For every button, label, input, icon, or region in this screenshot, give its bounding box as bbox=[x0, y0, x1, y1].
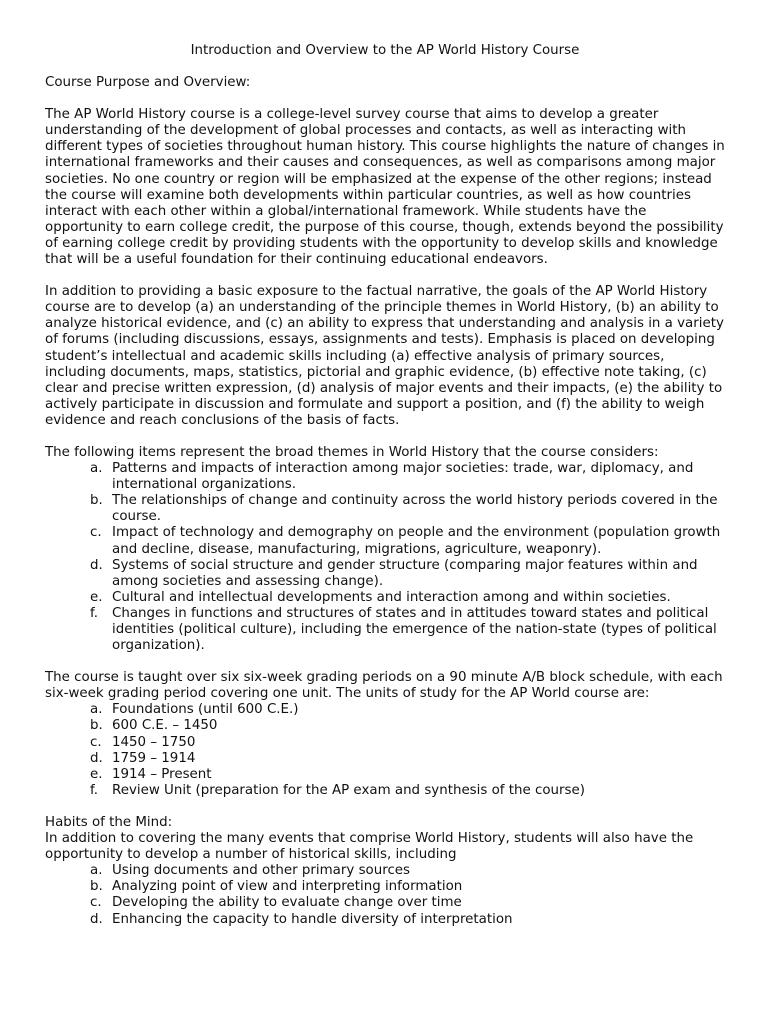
habits-intro: In addition to covering the many events that comprise World History, students will also have the opportunity to develop a number of historical skills, including bbox=[45, 831, 694, 863]
list-item bbox=[90, 879, 725, 895]
list-item-text: Analyzing point of view and interpreting information bbox=[112, 879, 463, 895]
list-item bbox=[90, 558, 725, 590]
list-marker: e. bbox=[90, 766, 103, 782]
list-item-text: Using documents and other primary sources bbox=[112, 863, 411, 879]
habits-list bbox=[45, 863, 725, 927]
list-item bbox=[90, 461, 725, 493]
list-marker: b. bbox=[90, 493, 103, 509]
list-item-text: 600 C.E. – 1450 bbox=[112, 718, 218, 734]
themes-list bbox=[45, 461, 725, 654]
document-title: Introduction and Overview to the AP World History Course bbox=[190, 43, 580, 58]
list-marker: d. bbox=[90, 750, 103, 766]
list-item bbox=[90, 606, 725, 654]
purpose-heading: Course Purpose and Overview: bbox=[45, 75, 251, 91]
units-list bbox=[45, 702, 725, 799]
list-item bbox=[90, 912, 725, 928]
list-item bbox=[90, 735, 725, 751]
list-item bbox=[90, 895, 725, 911]
list-marker: d. bbox=[90, 557, 103, 573]
list-item-text: Impact of technology and demography on people and the environment (population growth and decline, disease, manufacturing, migrations, agriculture, weaponry). bbox=[112, 525, 721, 557]
list-marker: b. bbox=[90, 718, 103, 734]
list-item bbox=[90, 767, 725, 783]
list-item-text: Changes in functions and structures of states and in attitudes toward states and political identities (political culture), including the emergence of the nation-state (types of political organization). bbox=[112, 605, 717, 654]
list-marker: d. bbox=[90, 911, 103, 927]
purpose-paragraph-1: The AP World History course is a college-level survey course that aims to develop a greater understanding of the development of global processes and contacts, as well as interacting with different types of societies throughout human history. This course highlights the nature of changes in international frameworks and their causes and consequences, as well as comparisons among major societies. No one country or region will be emphasized at the expense of the other regions; instead the course will examine both developments within particular countries, as well as how countries interact with each other within a global/international framework. While students have the opportunity to earn college credit, the purpose of this course, though, extends beyond the possibility of earning college credit by providing students with the opportunity to develop skills and knowledge that will be a useful foundation for their continuing educational endeavors. bbox=[45, 107, 725, 268]
units-intro: The course is taught over six six-week grading periods on a 90 minute A/B block schedule, with each six-week grading period covering one unit. The units of study for the AP World course are: bbox=[45, 670, 723, 702]
list-item-text: Systems of social structure and gender structure (comparing major features within and among societies and assessing change). bbox=[112, 557, 698, 589]
list-item-text: Foundations (until 600 C.E.) bbox=[112, 702, 299, 718]
habits-heading: Habits of the Mind: bbox=[45, 814, 173, 830]
list-item-text: Review Unit (preparation for the AP exam and synthesis of the course) bbox=[112, 782, 585, 798]
list-item-text: The relationships of change and continuity across the world history periods covered in the course. bbox=[112, 493, 718, 525]
list-marker: a. bbox=[90, 461, 103, 477]
list-marker: f. bbox=[90, 782, 98, 798]
list-item bbox=[90, 525, 725, 557]
list-item-text: 1914 – Present bbox=[112, 766, 212, 782]
list-item bbox=[90, 493, 725, 525]
list-item bbox=[90, 702, 725, 718]
list-marker: e. bbox=[90, 589, 103, 605]
list-marker: a. bbox=[90, 863, 103, 879]
list-marker: c. bbox=[90, 895, 102, 911]
themes-intro: The following items represent the broad themes in World History that the course considers: bbox=[45, 444, 659, 460]
list-marker: b. bbox=[90, 879, 103, 895]
list-item bbox=[90, 863, 725, 879]
list-marker: c. bbox=[90, 734, 102, 750]
document-page bbox=[45, 43, 725, 928]
list-marker: f. bbox=[90, 605, 98, 621]
list-item-text: 1759 – 1914 bbox=[112, 750, 196, 766]
list-item-text: Patterns and impacts of interaction among major societies: trade, war, diplomacy, and international organizations. bbox=[112, 461, 694, 493]
list-item bbox=[90, 590, 725, 606]
list-item-text: Cultural and intellectual developments and interaction among and within societies. bbox=[112, 589, 671, 605]
purpose-paragraph-2: In addition to providing a basic exposure to the factual narrative, the goals of the AP World History course are to develop (a) an understanding of the principle themes in World History, (b) an ability to analyze historical evidence, and (c) an ability to express that understanding and analysis in a variety of forums (including discussions, essays, assignments and tests). Emphasis is placed on developing student’s intellectual and academic skills including (a) effective analysis of primary sources, including documents, maps, statistics, pictorial and graphic evidence, (b) effective note taking, (c) clear and precise written expression, (d) analysis of major events and their impacts, (e) the ability to actively participate in discussion and formulate and support a position, and (f) the ability to weigh evidence and reach conclusions of the basis of facts. bbox=[45, 284, 724, 428]
list-marker: c. bbox=[90, 525, 102, 541]
list-marker: a. bbox=[90, 702, 103, 718]
list-item-text: Developing the ability to evaluate change over time bbox=[112, 895, 462, 911]
list-item bbox=[90, 751, 725, 767]
list-item bbox=[90, 783, 725, 799]
list-item-text: 1450 – 1750 bbox=[112, 734, 196, 750]
list-item-text: Enhancing the capacity to handle diversity of interpretation bbox=[112, 911, 513, 927]
list-item bbox=[90, 718, 725, 734]
